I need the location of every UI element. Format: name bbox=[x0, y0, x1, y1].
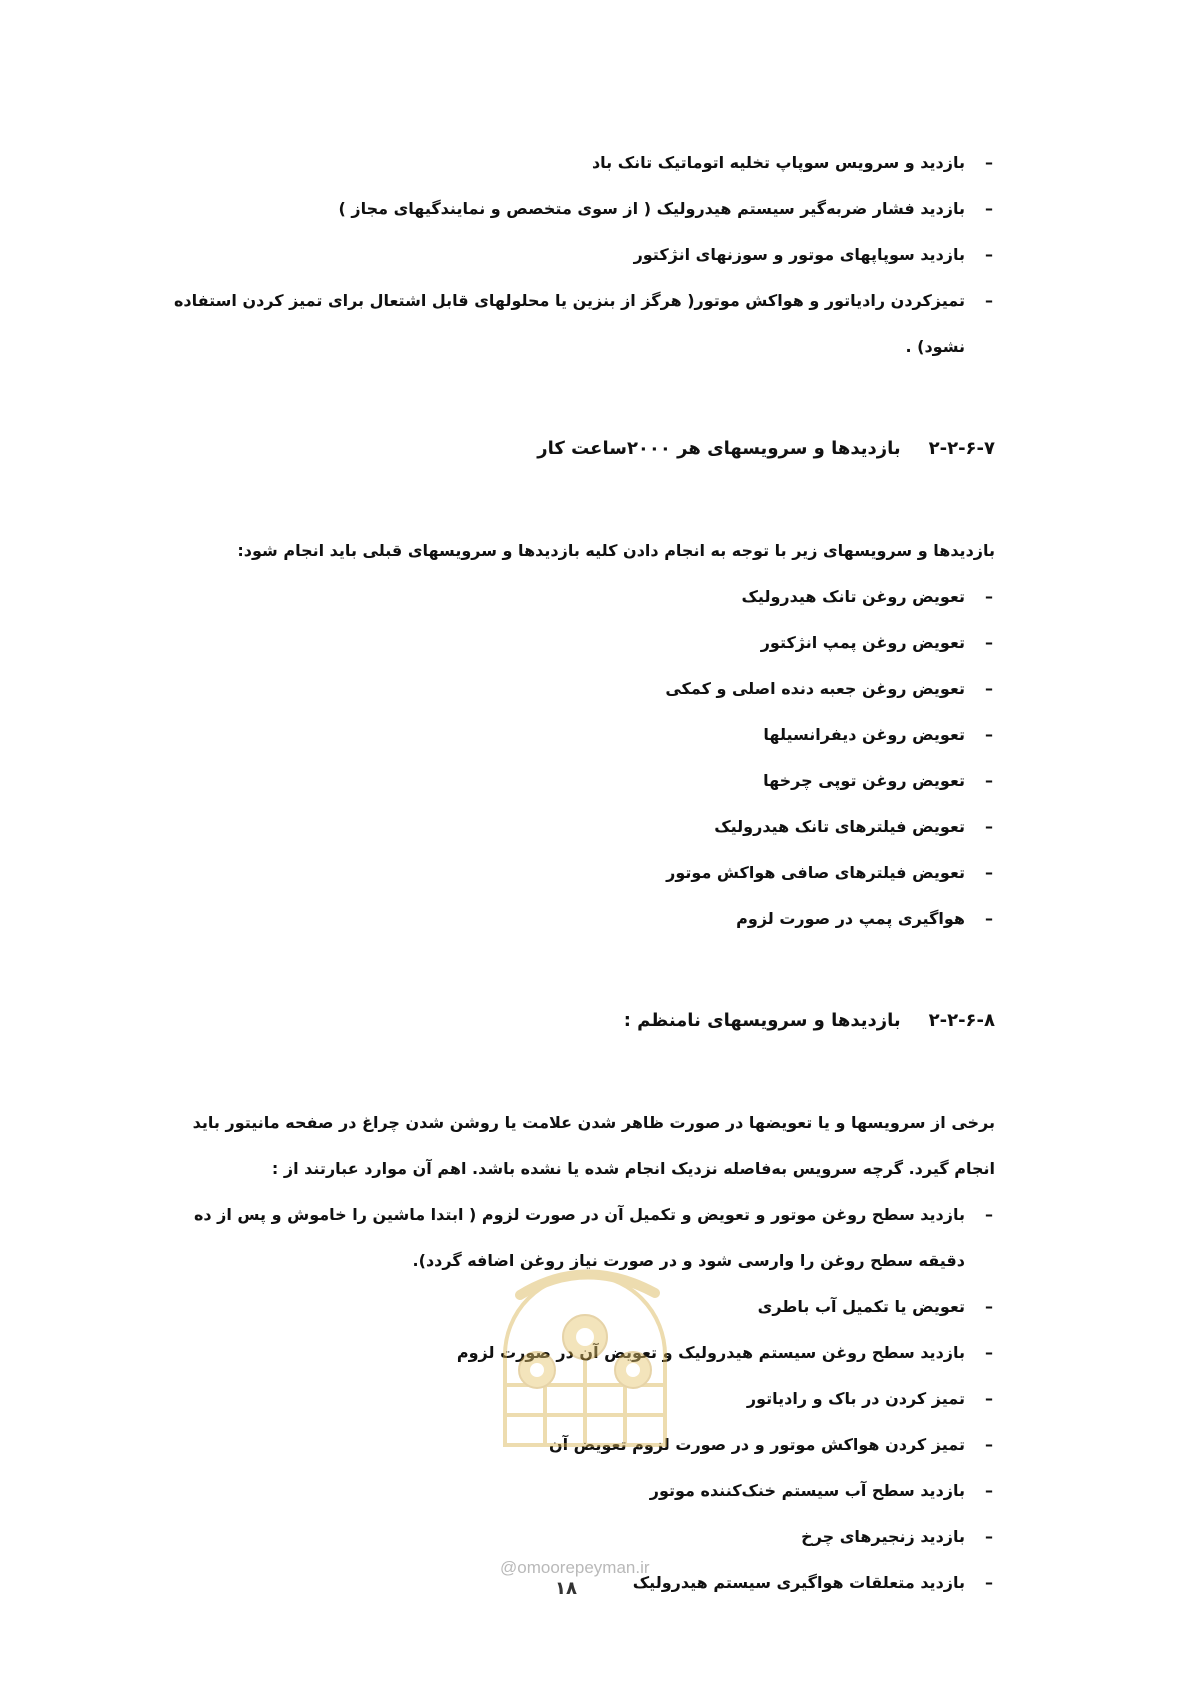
list-item-text: بازدید سطح آب سیستم خنک‌کننده موتور bbox=[649, 1481, 965, 1500]
section-7-number: ۲-۲-۶-۷ bbox=[928, 438, 995, 459]
dash-bullet: – bbox=[985, 771, 993, 790]
list-item-text: بازدید سطح روغن موتور و تعویض و تکمیل آن در صورت لزوم ( ابتدا ماشین را خاموش و پس از ده دقیقه سطح روغن را وارسی شود و در صورت نیاز روغن اضافه گردد). bbox=[193, 1205, 965, 1270]
dash-bullet: – bbox=[985, 1481, 993, 1500]
list-item-text: بازدید سوپاپهای موتور و سوزنهای انژکتور bbox=[633, 245, 965, 264]
dash-bullet: – bbox=[985, 863, 993, 882]
dash-bullet: – bbox=[985, 725, 993, 744]
list-item-text: تعویض روغن دیفرانسیلها bbox=[763, 725, 965, 744]
list-item bbox=[170, 1514, 995, 1560]
dash-bullet: – bbox=[985, 245, 993, 264]
list-item-text: تعویض فیلترهای صافی هواکش موتور bbox=[666, 863, 965, 882]
list-item-text: تعویض روغن توپی چرخها bbox=[763, 771, 965, 790]
section-7-list bbox=[170, 574, 995, 942]
dash-bullet: – bbox=[985, 587, 993, 606]
list-top bbox=[170, 140, 995, 370]
list-item-text: تمیزکردن رادیاتور و هواکش موتور( هرگز از بنزین یا محلولهای قابل اشتعال برای تمیز کردن استفاده نشود) . bbox=[173, 291, 965, 356]
list-item bbox=[170, 186, 995, 232]
section-8-number: ۲-۲-۶-۸ bbox=[928, 1010, 995, 1031]
dash-bullet: – bbox=[985, 1389, 993, 1408]
dash-bullet: – bbox=[985, 1435, 993, 1454]
list-item bbox=[170, 574, 995, 620]
list-item-text: بازدید و سرویس سوپاپ تخلیه اتوماتیک تانک باد bbox=[591, 153, 965, 172]
list-item bbox=[170, 620, 995, 666]
dash-bullet: – bbox=[985, 291, 993, 310]
list-item-text: تمیز کردن در باک و رادیاتور bbox=[746, 1389, 965, 1408]
list-item-text: بازدید زنجیرهای چرخ bbox=[801, 1527, 965, 1546]
list-item-text: تعویض یا تکمیل آب باطری bbox=[757, 1297, 965, 1316]
section-8-title: بازدیدها و سرویسهای نامنظم : bbox=[623, 1010, 901, 1031]
dash-bullet: – bbox=[985, 909, 993, 928]
dash-bullet: – bbox=[985, 633, 993, 652]
list-item-text: هواگیری پمپ در صورت لزوم bbox=[736, 909, 965, 928]
dash-bullet: – bbox=[985, 679, 993, 698]
dash-bullet: – bbox=[985, 199, 993, 218]
list-item-text: تمیز کردن هواکش موتور و در صورت لزوم تعویض آن bbox=[548, 1435, 965, 1454]
list-item bbox=[170, 896, 995, 942]
dash-bullet: – bbox=[985, 1343, 993, 1362]
dash-bullet: – bbox=[985, 1297, 993, 1316]
list-item-text: بازدید متعلقات هواگیری سیستم هیدرولیک bbox=[632, 1573, 965, 1592]
dash-bullet: – bbox=[985, 153, 993, 172]
list-item bbox=[170, 850, 995, 896]
list-item bbox=[170, 666, 995, 712]
list-item bbox=[170, 712, 995, 758]
watermark-logo-icon bbox=[485, 1245, 685, 1475]
watermark-site-text: @omoorepeyman.ir bbox=[500, 1558, 650, 1577]
list-item-text: تعویض روغن جعبه دنده اصلی و کمکی bbox=[665, 679, 965, 698]
list-item-text: تعویض روغن تانک هیدرولیک bbox=[741, 587, 965, 606]
list-item bbox=[170, 758, 995, 804]
list-item-text: تعویض فیلترهای تانک هیدرولیک bbox=[714, 817, 965, 836]
dash-bullet: – bbox=[985, 1205, 993, 1224]
list-item bbox=[170, 140, 995, 186]
list-item-text: بازدید فشار ضربه‌گیر سیستم هیدرولیک ( از سوی متخصص و نمایندگیهای مجاز ) bbox=[338, 199, 965, 218]
dash-bullet: – bbox=[985, 1527, 993, 1546]
section-8-heading bbox=[170, 998, 995, 1044]
list-item bbox=[170, 804, 995, 850]
dash-bullet: – bbox=[985, 817, 993, 836]
list-item bbox=[170, 278, 995, 370]
page-number: ۱۸ bbox=[555, 1578, 577, 1599]
section-7-intro: بازدیدها و سرویسهای زیر با توجه به انجام دادن کلیه بازدیدها و سرویسهای قبلی باید انجام شود: bbox=[237, 541, 995, 560]
list-item bbox=[170, 232, 995, 278]
list-item-text: بازدید سطح روغن سیستم هیدرولیک و تعویض آن در صورت لزوم bbox=[456, 1343, 965, 1362]
section-7-title: بازدیدها و سرویسهای هر ۲۰۰۰ساعت کار bbox=[537, 438, 901, 459]
section-7-heading bbox=[170, 426, 995, 472]
dash-bullet: – bbox=[985, 1573, 993, 1592]
list-item-text: تعویض روغن پمپ انژکتور bbox=[760, 633, 965, 652]
section-8-intro: برخی از سرویسها و یا تعویضها در صورت ظاهر شدن علامت یا روشن شدن چراغ در صفحه مانیتور باید انجام گیرد. گرچه سرویس به‌فاصله نزدیک انجام شده یا نشده باشد. اهم آن موارد عبارتند از : bbox=[192, 1113, 995, 1178]
